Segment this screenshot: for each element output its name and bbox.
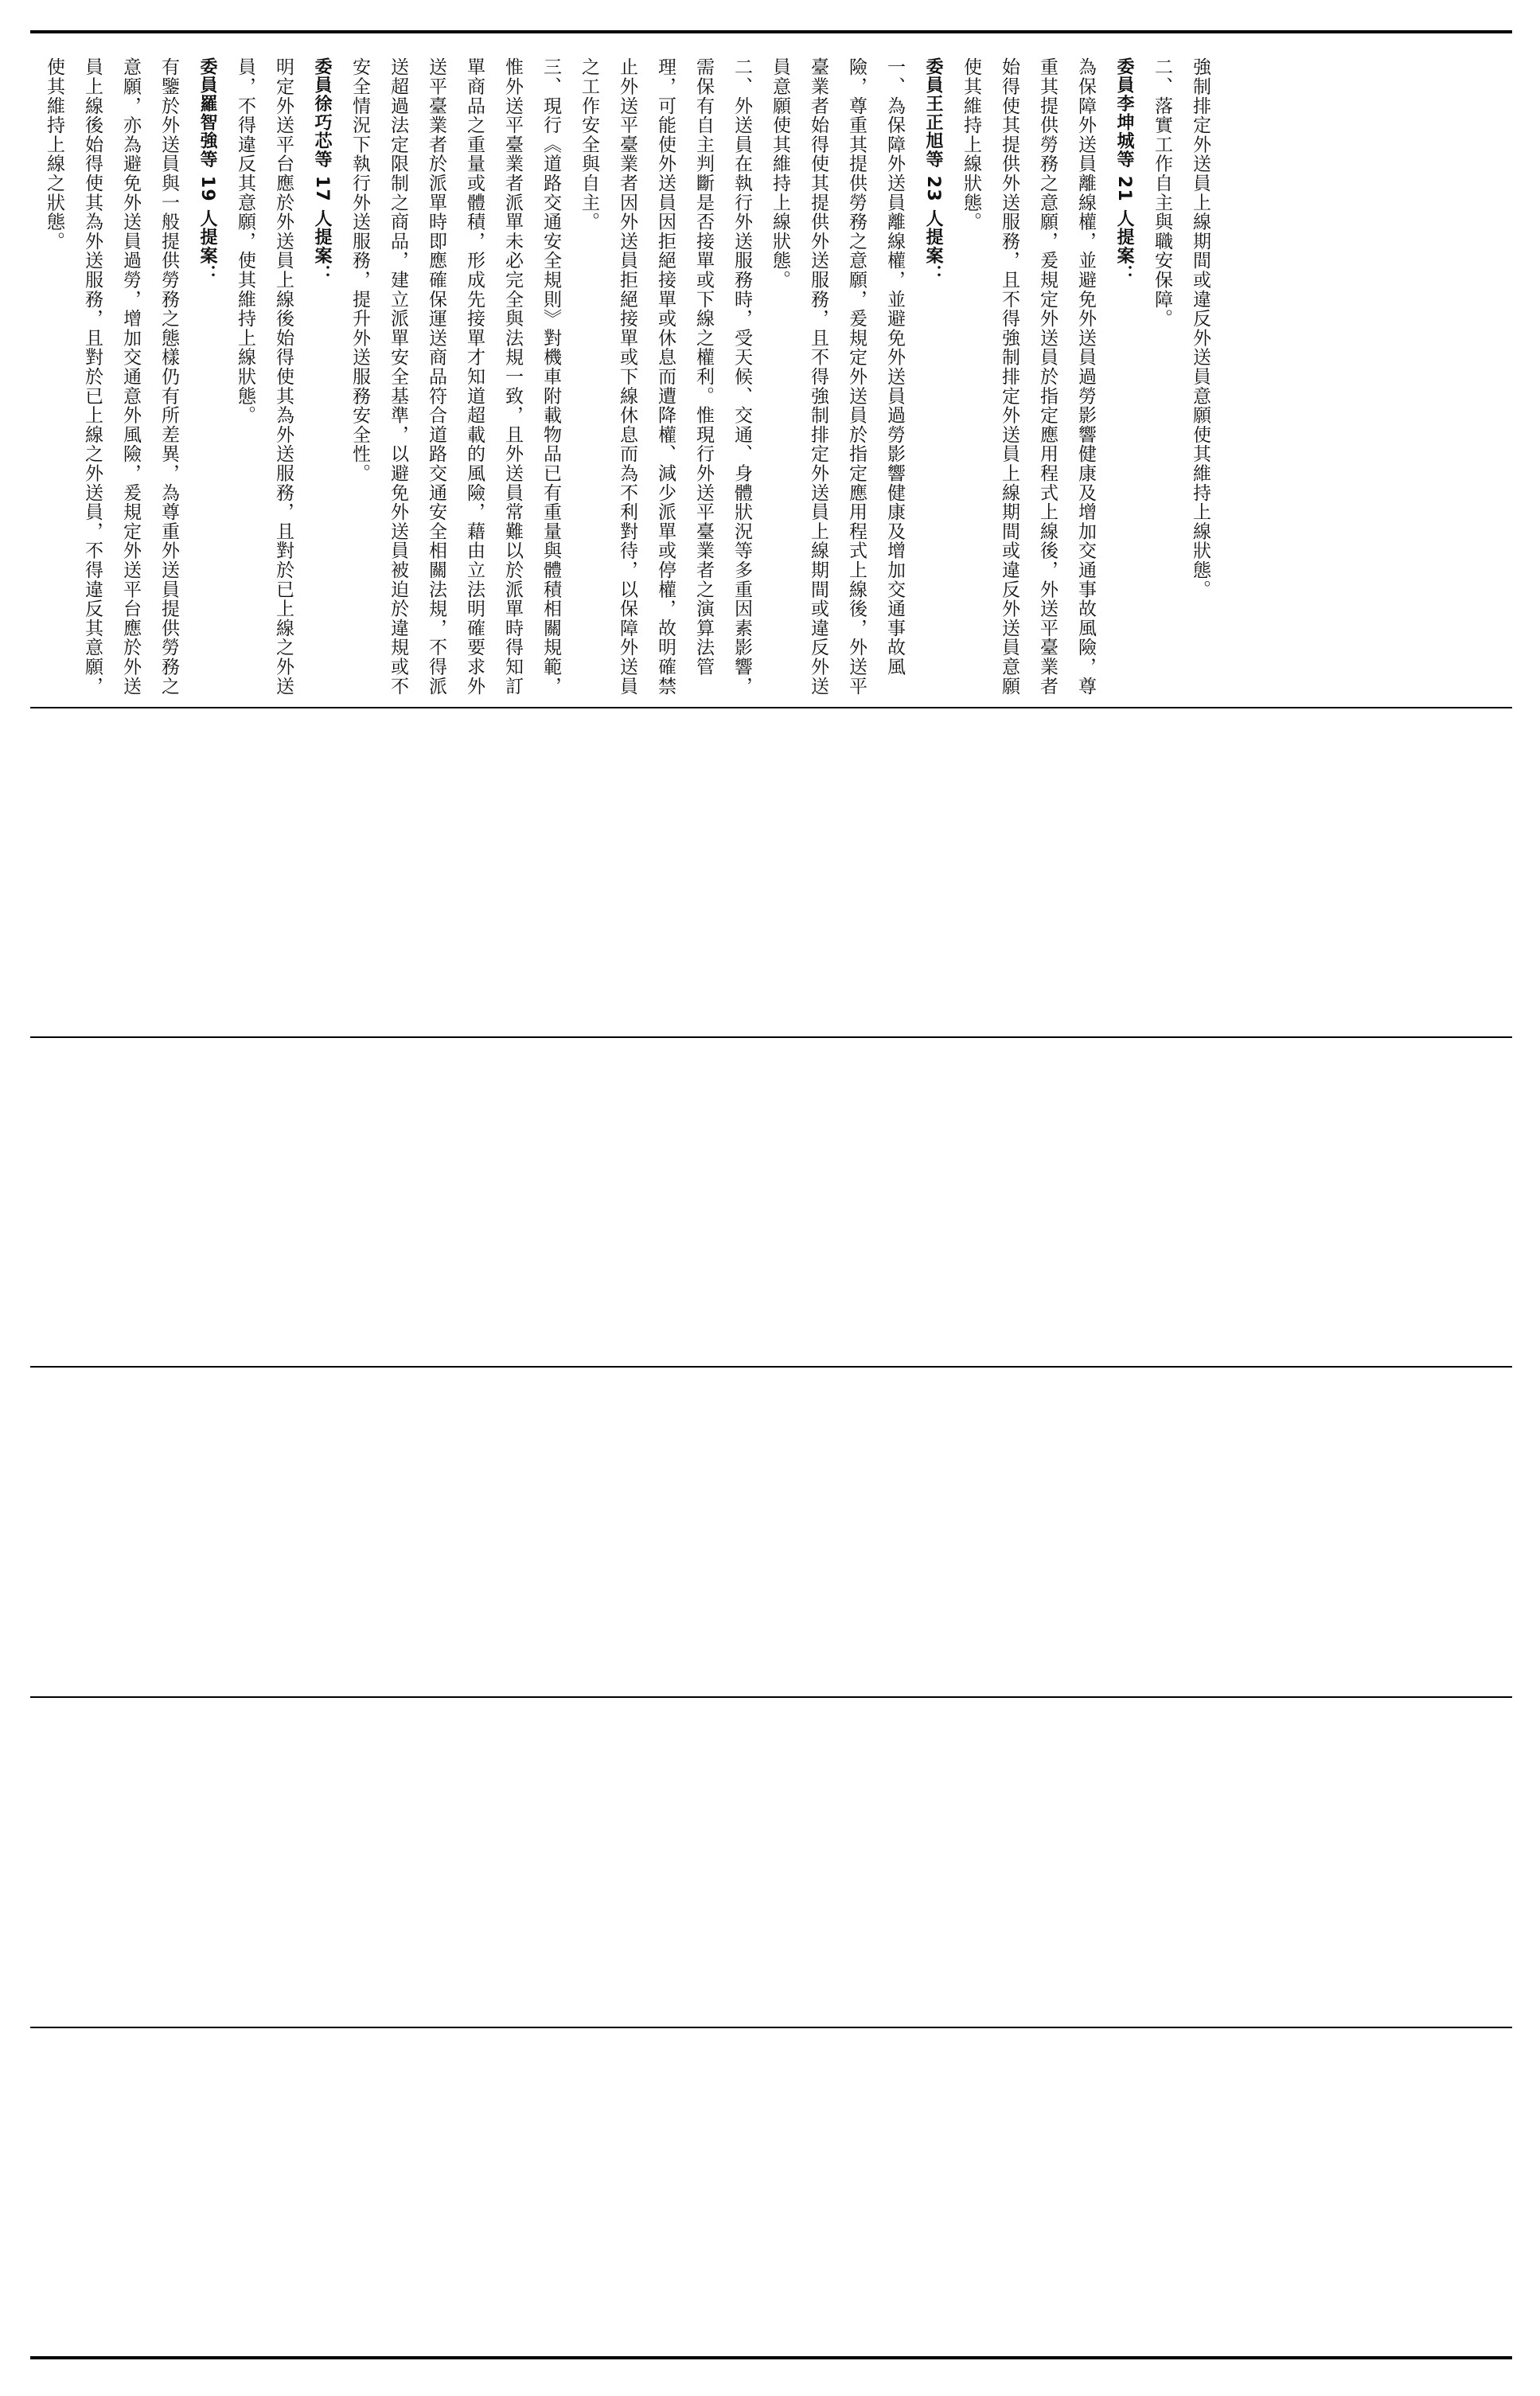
explanation-paragraph: 明定外送平台應於外送員上線後始得使其為外送服務，且對於已上線之外送員，不得違反其意願，使其維持上線狀態。 — [235, 57, 294, 696]
explanation-cell — [35, 41, 1506, 706]
explanation-paragraph: 三、現行《道路交通安全規則》對機車附載物品已有重量與體積相關規範，惟外送平臺業者派單未必完全與法規一致，且外送員常難以於派單時得知訂單商品之重量或體積，形成先接單才知道超載的風險，藉由立法明確要求外送平臺業者於派單時即應確保運送商品符合道路交通安全相關法規，不得派送超過法定限制之商品，建立派單安全基準，以避免外送員被迫於違規或不安全情況下執行外送服務，提升外送服務安全性。 — [349, 57, 561, 696]
empty-cell-5 — [35, 2028, 1506, 2356]
proposer-heading: 委員徐巧芯等 17 人提案： — [312, 57, 332, 284]
explanation-paragraph: 強制排定外送員上線期間或違反外送員意願使其維持上線狀態。 — [1190, 57, 1211, 599]
proposer-heading: 委員羅智強等 19 人提案： — [197, 57, 217, 284]
empty-cell-3 — [35, 1368, 1506, 1696]
empty-cell-2 — [35, 1038, 1506, 1366]
explanation-paragraph: 二、外送員在執行外送服務時，受天候、交通、身體狀況等多重因素影響，需保有自主判斷是否接單或下線之權利。惟現行外送平臺業者之演算法管理，可能使外送員因拒絕接單或休息而遭降權、減少派單或停權，故明確禁止外送平臺業者因外送員拒絕接單或下線休息而為不利對待，以保障外送員之工作安全與自主。 — [579, 57, 752, 696]
proposer-heading: 委員李坤城等 21 人提案： — [1114, 57, 1134, 284]
explanation-paragraph: 二、落實工作自主與職安保障。 — [1152, 57, 1172, 329]
table-top-border — [30, 30, 1512, 33]
empty-cell-4 — [35, 1698, 1506, 2027]
table-bottom-border — [30, 2356, 1512, 2359]
explanation-paragraph: 有鑒於外送員與一般提供勞務之態樣仍有所差異，為尊重外送員提供勞務之意願，亦為避免外送員過勞，增加交通意外風險，爰規定外送平台應於外送員上線後始得使其為外送服務，且對於已上線之外送員，不得違反其意願，使其維持上線之狀態。 — [44, 57, 179, 696]
explanation-paragraph: 一、為保障外送員離線權，並避免外送員過勞影響健康及增加交通事故風險，尊重其提供勞務之意願，爰規定外送員於指定應用程式上線後，外送平臺業者始得使其提供外送服務，且不得強制排定外送員上線期間或違反外送員意願使其維持上線狀態。 — [770, 57, 905, 696]
proposer-heading: 委員王正旭等 23 人提案： — [923, 57, 943, 284]
empty-cell-1 — [35, 708, 1506, 1036]
explanation-paragraph: 為保障外送員離線權，並避免外送員過勞影響健康及增加交通事故風險，尊重其提供勞務之意願，爰規定外送員於指定應用程式上線後，外送平臺業者始得使其提供外送服務，且不得強制排定外送員上線期間或違反外送員意願使其維持上線狀態。 — [961, 57, 1096, 696]
vertical-text-column — [35, 41, 1219, 706]
